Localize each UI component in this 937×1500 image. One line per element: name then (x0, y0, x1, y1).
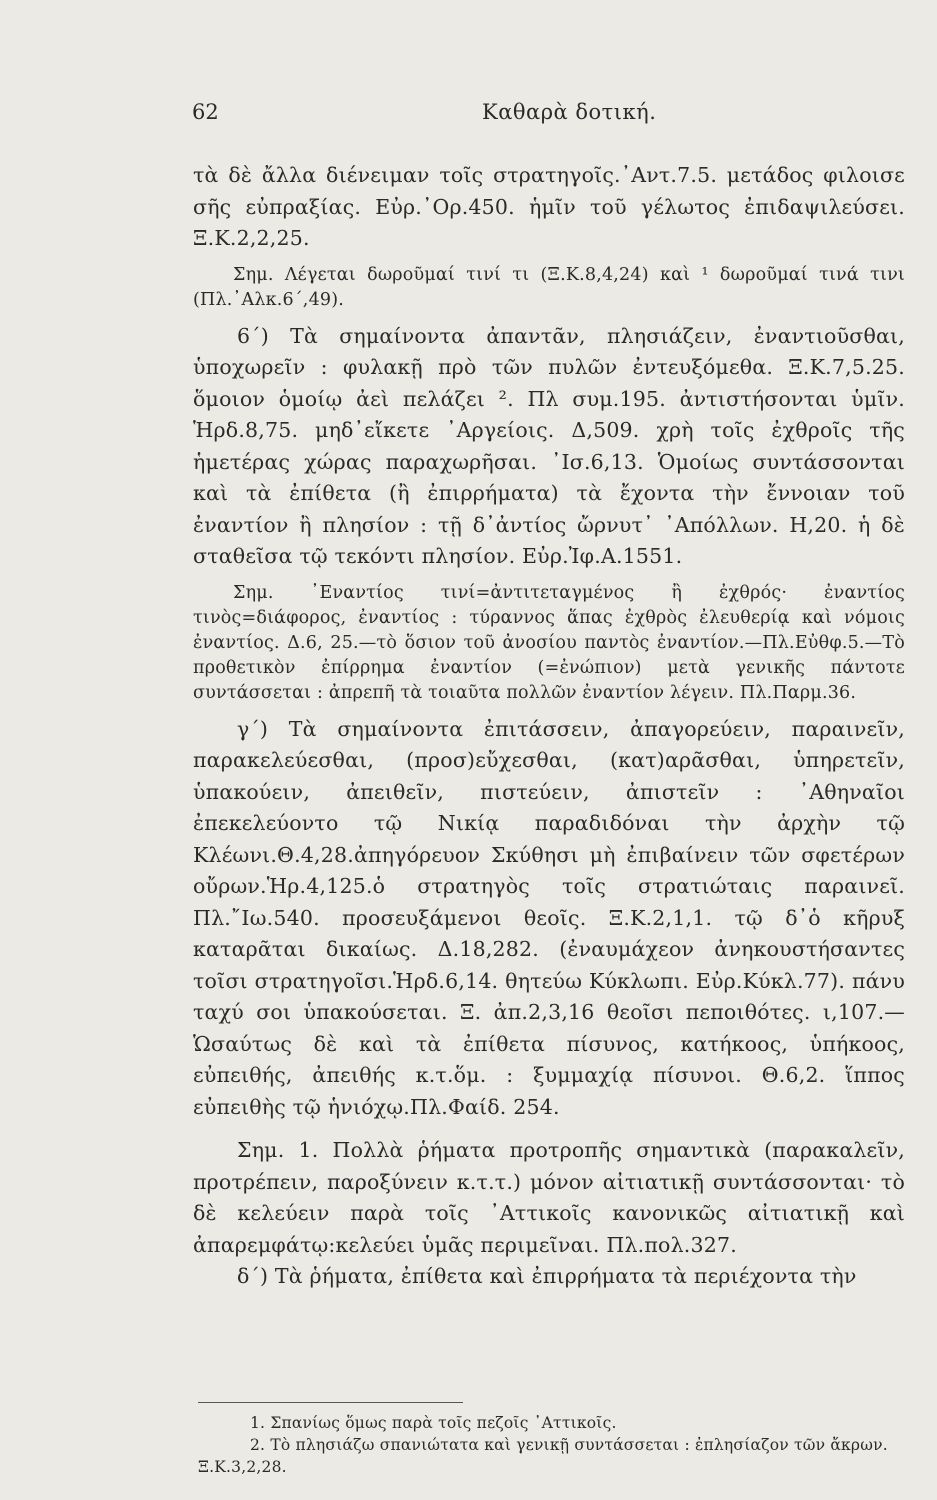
page-header (192, 100, 892, 132)
page-number: 62 (192, 100, 219, 124)
section-d-paragraph: δ΄) Τὰ ῥήματα, ἐπίθετα καὶ ἐπιρρήματα τὰ περιέχοντα τὴν (237, 1264, 857, 1288)
running-title: Καθαρὰ δοτική. (482, 100, 657, 124)
section-c-paragraph: γ΄) Τὰ σημαίνοντα ἐπιτάσσειν, ἀπαγορεύειν, παραινεῖν, παρακελεύεσθαι, (προσ)εὔχεσθαι, (κατ)αρᾶσθαι, ὑπηρετεῖν, ὑπακούειν, ἀπειθεῖν, πιστεύειν, ἀπιστεῖν : ᾿Αθηναῖοι ἐπεκελεύοντο τῷ Νικίᾳ παραδιδόναι τὴν ἀρχὴν τῷ Κλέωνι.Θ.4,28.ἀπηγόρευον Σκύθησι μὴ ἐπιβαίνειν τῶν σφετέρων οὔρων.Ἡρ.4,125.ὁ στρατηγὸς τοῖς στρατιώταις παραινεῖ. Πλ.῎Ιω.540. προσευξάμενοι θεοῖς. Ξ.Κ.2,1,1. τῷ δ᾿ὁ κῆρυξ καταρᾶται δικαίως. Δ.18,282. (ἐναυμάχεον ἀνηκουστήσαντες τοῖσι στρατηγοῖσι.Ἡρδ.6,14. θητεύω Κύκλωπι. Εὐρ.Κύκλ.77). πάνυ ταχύ σοι ὑπακούσεται. Ξ. ἀπ.2,3,16 θεοῖσι πεποιθότες. ι,107.—Ὡσαύτως δὲ καὶ τὰ ἐπίθετα πίσυνος, κατήκοος, ὑπήκοος, εὐπειθής, ἀπειθής κ.τ.ὅμ. : ξυμμαχίᾳ πίσυνοι. Θ.6,2. ἵππος εὐπειθὴς τῷ ἡνιόχῳ.Πλ.Φαίδ. 254. (193, 716, 905, 1119)
note-doroumai: Σημ. Λέγεται δωροῦμαί τινί τι (Ξ.Κ.8,4,24) καὶ ¹ δωροῦμαί τινά τινι (Πλ.᾿Αλκ.6΄,49). (193, 264, 905, 310)
note-enantios: Σημ. ᾿Εναντίος τινί=ἀντιτεταγμένος ἢ ἐχθρός· ἐναντίος τινὸς=διάφορος, ἐναντίος : τύραννος ἅπας ἐχθρὸς ἐλευθερίᾳ καὶ νόμοις ἐναντίος. Δ.6, 25.—τὸ ὅσιον τοῦ ἀνοσίου παντὸς ἐναντίον.—Πλ.Εὐθφ.5.—Τὸ προθετικὸν ἐπίρρημα ἐναντίον (=ἐνώπιον) μετὰ γενικῆς πάντοτε συντάσσεται : ἀπρεπῆ τὰ τοιαῦτα πολλῶν ἐναντίον λέγειν. Πλ.Παρμ.36. (193, 582, 905, 703)
paragraph-continuation: τὰ δὲ ἄλλα διένειμαν τοῖς στρατηγοῖς.᾿Αντ.7.5. μετάδος φιλοισε σῆς εὐπραξίας. Εὐρ.᾿Ορ.450. ἡμῖν τοῦ γέλωτος ἐπιδαψιλεύσει. Ξ.Κ.2,2,25. (193, 163, 905, 250)
footnote-1: 1. Σπανίως ὅμως παρὰ τοῖς πεζοῖς ᾿Αττικοῖς. (250, 1414, 617, 1432)
main-text (193, 160, 905, 1293)
section-b-paragraph: 6΄) Τὰ σημαίνοντα ἀπαντᾶν, πλησιάζειν, ἐναντιοῦσθαι, ὑποχωρεῖν : φυλακῇ πρὸ τῶν πυλῶν ἐντευξόμεθα. Ξ.Κ.7,5.25. ὅμοιον ὁμοίῳ ἀεὶ πελάζει ². Πλ συμ.195. ἀντιστήσονται ὑμῖν. Ἡρδ.8,75. μηδ᾿εἴκετε ᾿Αργείοις. Δ,509. χρὴ τοῖς ἐχθροῖς τῆς ἡμετέρας χώρας παραχωρῆσαι. ᾿Ισ.6,13. Ὁμοίως συντάσσονται καὶ τὰ ἐπίθετα (ἢ ἐπιρρήματα) τὰ ἔχοντα τὴν ἔννοιαν τοῦ ἐναντίον ἢ πλησίον : τῇ δ᾿ἀντίος ὤρνυτ᾿ ᾿Απόλλων. Η,20. ἡ δὲ σταθεῖσα τῷ τεκόντι πλησίον. Εὐρ.Ἰφ.Α.1551. (193, 323, 905, 568)
note-protropis: Σημ. 1. Πολλὰ ῥήματα προτροπῆς σημαντικὰ (παρακαλεῖν, προτρέπειν, παροξύνειν κ.τ.τ.) μόνον αἰτιατικῇ συντάσσονται· τὸ δὲ κελεύειν παρὰ τοῖς ᾿Αττικοῖς κανονικῶς αἰτιατικῇ καὶ ἀπαρεμφάτῳ:κελεύει ὑμᾶς περιμεῖναι. Πλ.πολ.327. (193, 1138, 905, 1257)
footnotes (198, 1412, 904, 1478)
footnote-divider (198, 1402, 463, 1403)
footnote-2: 2. Τὸ πλησιάζω σπανιώτατα καὶ γενικῇ συντάσσεται : ἐπλησίαζον τῶν ἄκρων. Ξ.Κ.3,2,28. (198, 1436, 888, 1476)
